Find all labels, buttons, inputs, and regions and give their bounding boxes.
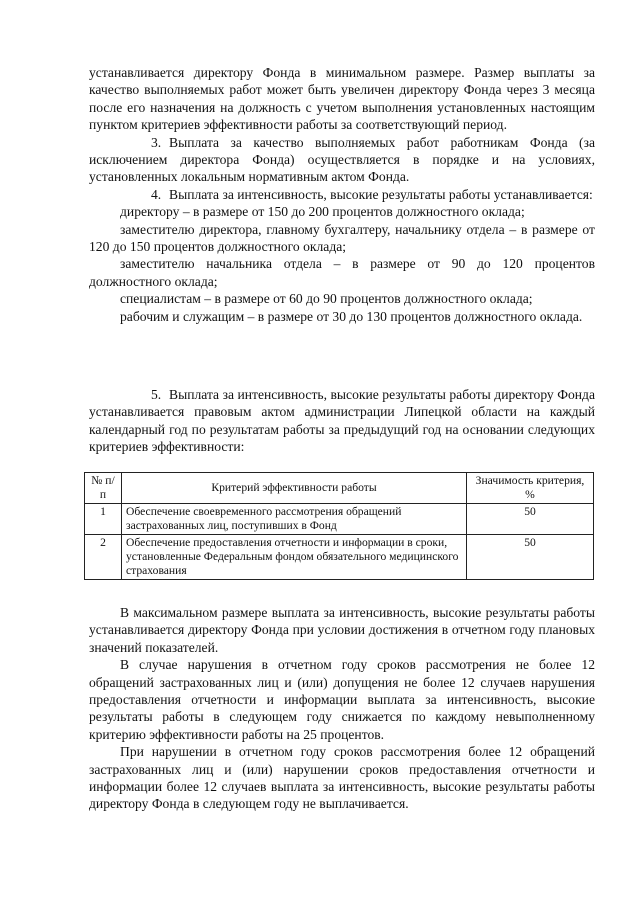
row-num: 1 bbox=[85, 504, 122, 535]
item-4-list-item: заместителю начальника отдела – в размере от 90 до 120 процентов должностного оклада; bbox=[89, 256, 595, 289]
header-weight: Значимость критерия, % bbox=[467, 473, 594, 504]
paragraph-no-payment: При нарушении в отчетном году сроков рассмотрения более 12 обращений застрахованных лиц и (или) нарушении сроков предоставления отчетности и информации более 12 случаев выплата за интенсивность, высокие результаты работы директору Фонда в следующем году не выплачивается. bbox=[89, 744, 595, 812]
item-5-number: 5. bbox=[151, 387, 162, 402]
item-3-text: Выплата за качество выполняемых работ работникам Фонда (за исключением директора Фонда) осуществляется в порядке и на условиях, установленных локальным нормативным актом Фонда. bbox=[89, 134, 595, 185]
item-5-text: Выплата за интенсивность, высокие результаты работы директору Фонда устанавливается правовым актом администрации Липецкой области на каждый календарный год по результатам работы за предыдущий год на основании следующих критериев эффективности: bbox=[89, 387, 595, 455]
item-4-text: Выплата за интенсивность, высокие результаты работы устанавливается: bbox=[169, 186, 593, 202]
table-row bbox=[85, 535, 594, 580]
item-4 bbox=[89, 186, 595, 203]
row-weight: 50 bbox=[467, 504, 594, 535]
item-3-number: 3. bbox=[151, 134, 162, 150]
paragraph-max-payment: В максимальном размере выплата за интенсивность, высокие результаты работы устанавливается директору Фонда при условии достижения в отчетном году плановых значений показателей. bbox=[89, 605, 595, 655]
header-num: № п/п bbox=[85, 473, 122, 504]
item-4-list-item: заместителю директора, главному бухгалтеру, начальнику отдела – в размере от 120 до 150 процентов должностного оклада; bbox=[89, 221, 595, 255]
item-4-list-item: специалистам – в размере от 60 до 90 процентов должностного оклада; bbox=[120, 291, 533, 307]
bottom-section bbox=[89, 604, 595, 813]
table-row bbox=[85, 504, 594, 535]
paragraph-continuation: устанавливается директору Фонда в минимальном размере. Размер выплаты за качество выполняемых работ может быть увеличен директору Фонда через 3 месяца после его назначения на должность с учетом выполнения установленных настоящим пунктом критериев эффективности работы за соответствующий период. bbox=[89, 65, 595, 133]
criteria-table bbox=[84, 472, 594, 580]
top-section bbox=[89, 64, 595, 325]
item-4-number: 4. bbox=[151, 186, 162, 202]
row-weight: 50 bbox=[467, 535, 594, 580]
item-5-section bbox=[89, 386, 595, 456]
header-criterion: Критерий эффективности работы bbox=[122, 473, 467, 504]
row-num: 2 bbox=[85, 535, 122, 580]
item-4-list-item: директору – в размере от 150 до 200 процентов должностного оклада; bbox=[120, 204, 525, 220]
table-header-row bbox=[85, 473, 594, 504]
item-3 bbox=[89, 134, 595, 186]
item-4-list-item: рабочим и служащим – в размере от 30 до 130 процентов должностного оклада. bbox=[120, 308, 583, 324]
item-5 bbox=[89, 386, 595, 456]
row-criterion: Обеспечение предоставления отчетности и информации в сроки, установленные Федеральным фондом обязательного медицинского страхования bbox=[122, 535, 467, 580]
paragraph-reduction: В случае нарушения в отчетном году сроков рассмотрения не более 12 обращений застрахованных лиц и (или) допущения не более 12 случаев нарушения предоставления отчетности и информации выплата за интенсивность, высокие результаты работы в следующем году снижается по каждому невыполненному критерию эффективности работы на 25 процентов. bbox=[89, 657, 595, 742]
row-criterion: Обеспечение своевременного рассмотрения обращений застрахованных лиц, поступивших в Фонд bbox=[122, 504, 467, 535]
